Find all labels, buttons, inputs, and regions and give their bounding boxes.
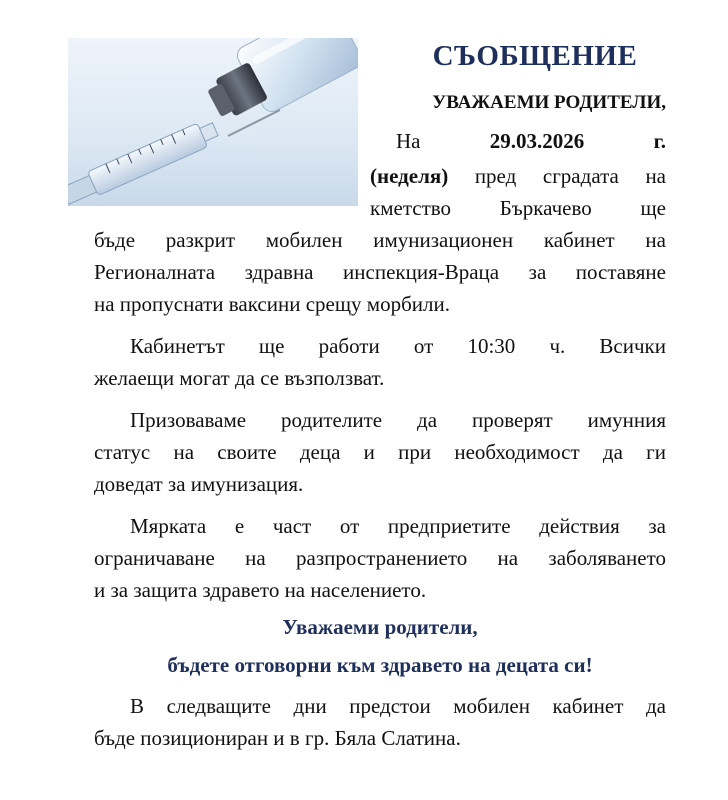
para5-line1: В следващите дни предстои мобилен кабинет да	[130, 694, 666, 718]
syringe-vial-illustration	[68, 38, 358, 206]
vaccine-syringe-photo	[68, 38, 358, 206]
greeting-heading: УВАЖАЕМИ РОДИТЕЛИ,	[432, 92, 666, 113]
para2-line1: Кабинетът ще работи от 10:30 ч. Всички	[130, 334, 666, 358]
para1-line3: кметство Бъркачево ще	[370, 196, 666, 220]
para1-line2-rest: пред сградата на	[474, 164, 666, 188]
para2-line2: желаещи могат да се възползват.	[94, 366, 385, 390]
para1-line1	[370, 128, 666, 154]
para4-line3: и за защита здравето на населението.	[94, 578, 427, 602]
para4-line2: ограничаване на разпространението на заболяването	[94, 546, 666, 570]
para5-line2: бъде позициониран и в гр. Бяла Слатина.	[94, 726, 461, 750]
para4-line1: Мярката е част от предприетите действия за	[130, 514, 666, 538]
para1-line4: бъде разкрит мобилен имунизационен кабинет на	[94, 228, 666, 252]
page-title: СЪОБЩЕНИЕ	[432, 40, 638, 72]
para3-line3: доведат за имунизация.	[94, 472, 304, 496]
para1-line6: на пропуснати ваксини срещу морбили.	[94, 292, 450, 316]
para1-lead-word: На	[396, 129, 421, 153]
para1-line2	[370, 163, 666, 189]
event-weekday: (неделя)	[370, 164, 449, 188]
event-date: 29.03.2026	[489, 129, 585, 153]
para3-line1: Призоваваме родителите да проверят имунния	[130, 408, 666, 432]
closing-line1: Уважаеми родители,	[282, 615, 478, 639]
event-year-suffix: г.	[653, 129, 667, 153]
closing-line2: бъдете отговорни към здравето на децата си!	[167, 653, 593, 677]
para1-line5: Регионалната здравна инспекция-Враца за поставяне	[94, 260, 666, 284]
para3-line2: статус на своите деца и при необходимост да ги	[94, 440, 666, 464]
